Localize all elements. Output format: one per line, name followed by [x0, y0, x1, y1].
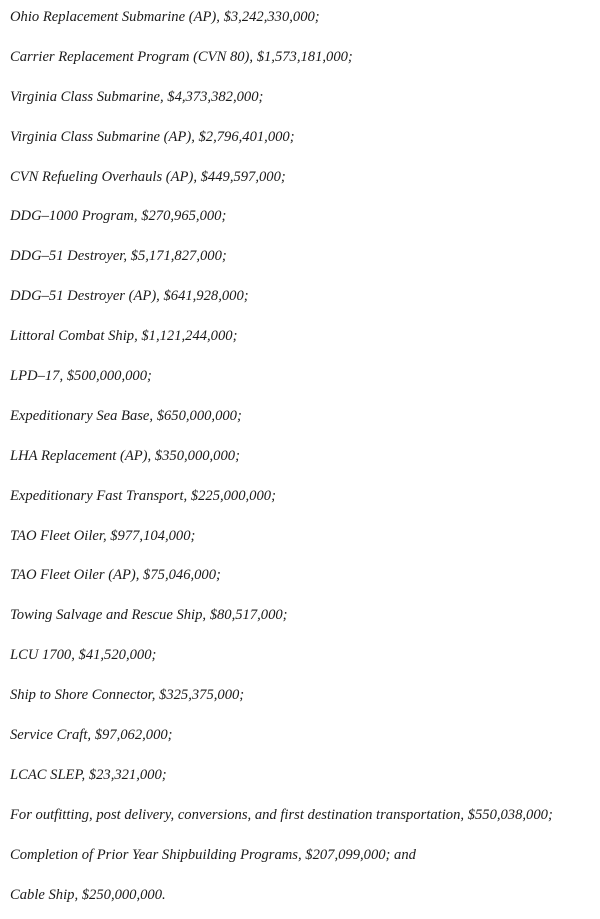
line-lpd-17: LPD–17, $500,000,000;	[10, 368, 152, 385]
line-carrier-replacement-program: Carrier Replacement Program (CVN 80), $1,573,181,000;	[10, 48, 353, 65]
line-virginia-class-submarine-ap: Virginia Class Submarine (AP), $2,796,401,000;	[10, 128, 295, 145]
line-tao-fleet-oiler-ap: TAO Fleet Oiler (AP), $75,046,000;	[10, 567, 221, 584]
line-lcu-1700: LCU 1700, $41,520,000;	[10, 647, 157, 664]
line-lha-replacement-ap: LHA Replacement (AP), $350,000,000;	[10, 447, 240, 464]
line-service-craft: Service Craft, $97,062,000;	[10, 727, 173, 744]
line-ohio-replacement-submarine-ap: Ohio Replacement Submarine (AP), $3,242,330,000;	[10, 9, 320, 25]
line-expeditionary-sea-base: Expeditionary Sea Base, $650,000,000;	[10, 407, 242, 424]
line-lcac-slep: LCAC SLEP, $23,321,000;	[10, 766, 167, 783]
line-cable-ship: Cable Ship, $250,000,000.	[10, 886, 166, 903]
line-virginia-class-submarine: Virginia Class Submarine, $4,373,382,000;	[10, 88, 264, 105]
line-ddg-1000-program: DDG–1000 Program, $270,965,000;	[10, 208, 227, 225]
line-ddg-51-destroyer: DDG–51 Destroyer, $5,171,827,000;	[10, 248, 227, 265]
line-expeditionary-fast-transport: Expeditionary Fast Transport, $225,000,000;	[10, 487, 276, 504]
line-towing-salvage-rescue-ship: Towing Salvage and Rescue Ship, $80,517,000;	[10, 607, 288, 624]
line-ddg-51-destroyer-ap: DDG–51 Destroyer (AP), $641,928,000;	[10, 288, 249, 305]
line-tao-fleet-oiler: TAO Fleet Oiler, $977,104,000;	[10, 527, 196, 544]
line-ship-to-shore-connector: Ship to Shore Connector, $325,375,000;	[10, 687, 245, 704]
document-body	[10, 0, 598, 917]
line-cvn-refueling-overhauls-ap: CVN Refueling Overhauls (AP), $449,597,000;	[10, 168, 286, 185]
line-littoral-combat-ship: Littoral Combat Ship, $1,121,244,000;	[10, 328, 238, 345]
line-outfitting-post-delivery: For outfitting, post delivery, conversions, and first destination transportation, $550,038,000;	[10, 806, 553, 823]
line-completion-prior-year-programs: Completion of Prior Year Shipbuilding Programs, $207,099,000; and	[10, 846, 416, 863]
